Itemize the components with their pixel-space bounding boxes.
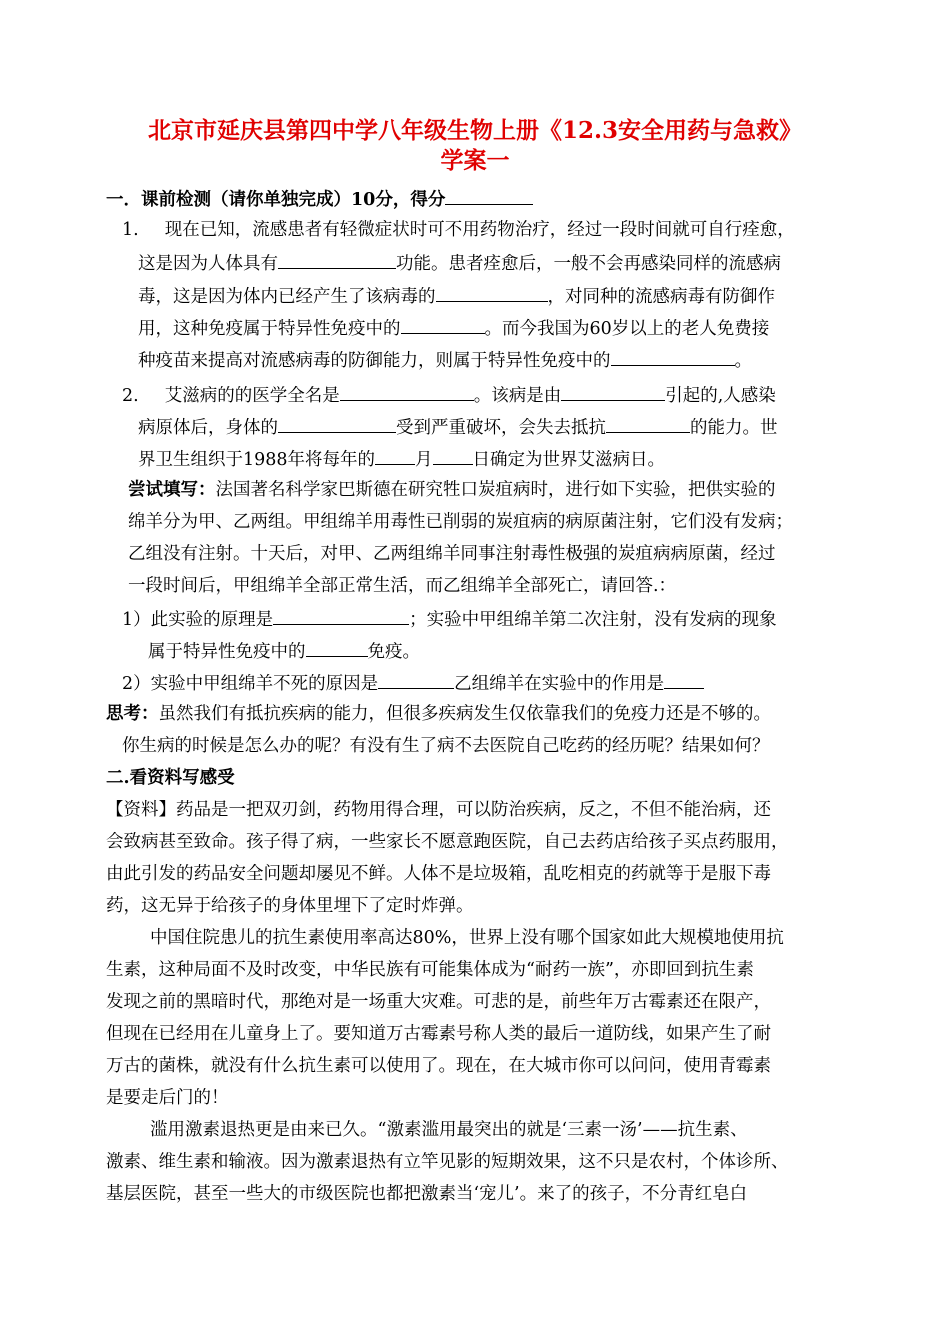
trial-line-3: 乙组没有注射。十天后，对甲、乙两组绵羊同事注射毒性极强的炭疽病病原菌，经过 bbox=[128, 544, 776, 564]
q2-number: 2. bbox=[122, 386, 139, 406]
q1-text-3a: 毒，这是因为体内已经产生了该病毒的 bbox=[138, 287, 436, 307]
q2-text-1b: 。该病是由 bbox=[473, 386, 562, 406]
trial-blank-immunity[interactable] bbox=[306, 638, 368, 657]
q1-blank-1[interactable] bbox=[278, 250, 396, 269]
material-p3-line-2: 激素、维生素和输液。因为激素退热有立竿见影的短期效果，这不只是农村，个体诊所、 bbox=[106, 1152, 789, 1172]
section-1-heading-text: 一．课前检测（请你单独完成）10分，得分 bbox=[106, 190, 446, 210]
material-p2-line-6: 是要走后门的！ bbox=[106, 1088, 229, 1108]
trial-blank-reason[interactable] bbox=[378, 670, 454, 689]
trial-label: 尝试填写： bbox=[128, 480, 216, 500]
q1-text-5a: 种疫苗来提高对流感病毒的防御能力，则属于特异性免疫中的 bbox=[138, 351, 611, 371]
think-line-2: 你生病的时候是怎么办的呢？有没有生了病不去医院自己吃药的经历呢？结果如何？ bbox=[122, 736, 770, 756]
trial-text-1: 法国著名科学家巴斯德在研究牲口炭疽病时，进行如下实验，把供实验的 bbox=[215, 480, 776, 500]
trial-sub-1-text-b: ；实验中甲组绵羊第二次注射，没有发病的现象 bbox=[409, 610, 777, 630]
q1-line-2 bbox=[138, 250, 781, 276]
document-title-line-1: 北京市延庆县第四中学八年级生物上册《12.3安全用药与急救》 bbox=[147, 117, 803, 144]
q2-line-1 bbox=[122, 382, 776, 408]
think-text-1: 虽然我们有抵抗疾病的能力，但很多疾病发生仅依靠我们的免疫力还是不够的。 bbox=[158, 704, 771, 724]
q1-number: 1. bbox=[122, 220, 139, 240]
material-p1-line-4: 药，这无异于给孩子的身体里埋下了定时炸弹。 bbox=[106, 896, 474, 916]
q1-text-1: 现在已知，流感患者有轻微症状时可不用药物治疗，经过一段时间就可自行痊愈， bbox=[164, 220, 795, 240]
material-p2-line-3: 发现之前的黑暗时代，那绝对是一场重大灾难。可悲的是，前些年万古霉素还在限产， bbox=[106, 992, 771, 1012]
q1-line-1 bbox=[122, 218, 795, 242]
section-2-heading: 二.看资料写感受 bbox=[106, 768, 235, 788]
q1-line-4 bbox=[138, 315, 769, 341]
q2-text-2a: 病原体后，身体的 bbox=[138, 418, 278, 438]
material-p1-line-3: 由此引发的药品安全问题却屡见不鲜。人体不是垃圾箱，乱吃相克的药就等于是服下毒 bbox=[106, 864, 771, 884]
q2-blank-1[interactable] bbox=[340, 382, 474, 401]
q1-text-4a: 用，这种免疫属于特异性免疫中的 bbox=[138, 319, 401, 339]
material-p2-line-5: 万古的菌株，就没有什么抗生素可以使用了。现在，在大城市你可以问问，使用青霉素 bbox=[106, 1056, 771, 1076]
trial-blank-principle[interactable] bbox=[273, 606, 409, 625]
trial-sub-2 bbox=[122, 670, 704, 696]
q2-blank-4[interactable] bbox=[606, 414, 690, 433]
trial-sub-1 bbox=[122, 606, 777, 632]
q2-text-3a: 界卫生组织于1988年将每年的 bbox=[138, 450, 376, 470]
document-title-line-2: 学案一 bbox=[440, 147, 510, 174]
trial-sub-1-text-a: 1）此实验的原理是 bbox=[122, 610, 274, 630]
q2-text-3b: 月 bbox=[415, 450, 433, 470]
trial-sub-2-text-b: 乙组绵羊在实验中的作用是 bbox=[454, 674, 665, 694]
trial-line-1 bbox=[128, 478, 776, 502]
trial-line-2: 绵羊分为甲、乙两组。甲组绵羊用毒性已削弱的炭疽病的病原菌注射，它们没有发病； bbox=[128, 512, 793, 532]
trial-line-4: 一段时间后，甲组绵羊全部正常生活，而乙组绵羊全部死亡，请回答.： bbox=[128, 576, 677, 596]
q2-blank-2[interactable] bbox=[561, 382, 665, 401]
q1-blank-2[interactable] bbox=[436, 283, 548, 302]
material-p2-line-1: 中国住院患儿的抗生素使用率高达80%，世界上没有哪个国家如此大规模地使用抗 bbox=[150, 928, 784, 948]
q2-line-3 bbox=[138, 446, 665, 472]
trial-sub-2-text-a: 2）实验中甲组绵羊不死的原因是 bbox=[122, 674, 379, 694]
q1-line-5 bbox=[138, 347, 752, 373]
q2-line-2 bbox=[138, 414, 778, 440]
q1-text-2a: 这是因为人体具有 bbox=[138, 254, 278, 274]
material-p2-line-4: 但现在已经用在儿童身上了。要知道万古霉素号称人类的最后一道防线，如果产生了耐 bbox=[106, 1024, 771, 1044]
q2-text-2c: 的能力。世 bbox=[690, 418, 778, 438]
material-p3-line-1: 滥用激素退热更是由来已久。“激素滥用最突出的就是‘三素一汤’——抗生素、 bbox=[150, 1120, 748, 1140]
material-p3-line-3: 基层医院，甚至一些大的市级医院也都把激素当‘宠儿’。来了的孩子，不分青红皂白 bbox=[106, 1184, 748, 1204]
q1-blank-4[interactable] bbox=[611, 347, 735, 366]
q2-blank-3[interactable] bbox=[278, 414, 396, 433]
score-blank[interactable] bbox=[445, 186, 533, 205]
material-p1-line-2: 会致病甚至致命。孩子得了病，一些家长不愿意跑医院，自己去药店给孩子买点药服用， bbox=[106, 832, 789, 852]
q1-text-5b: 。 bbox=[734, 351, 752, 371]
q1-text-4b: 。而今我国为60岁以上的老人免费接 bbox=[484, 319, 770, 339]
q2-blank-month[interactable] bbox=[375, 446, 415, 465]
think-line-1 bbox=[106, 702, 771, 726]
trial-sub-1-text-d: 免疫。 bbox=[367, 642, 420, 662]
q2-text-1a: 艾滋病的的医学全名是 bbox=[164, 386, 340, 406]
q1-text-2b: 功能。患者痊愈后，一般不会再感染同样的流感病 bbox=[396, 254, 781, 274]
trial-sub-1-text-c: 属于特异性免疫中的 bbox=[148, 642, 306, 662]
think-label: 思考： bbox=[106, 704, 159, 724]
trial-blank-role[interactable] bbox=[664, 670, 704, 689]
material-p2-line-2: 生素，这种局面不及时改变，中华民族有可能集体成为“耐药一族”，亦即回到抗生素 bbox=[106, 960, 754, 980]
q2-text-3c: 日确定为世界艾滋病日。 bbox=[472, 450, 666, 470]
q1-line-3 bbox=[138, 283, 775, 309]
section-1-heading bbox=[106, 186, 533, 212]
q2-text-1c: 引起的,人感染 bbox=[665, 386, 776, 406]
material-p1-line-1: 【资料】药品是一把双刃剑，药物用得合理，可以防治疾病，反之，不但不能治病，还 bbox=[106, 800, 771, 820]
trial-sub-1-cont bbox=[148, 638, 420, 664]
q2-blank-day[interactable] bbox=[433, 446, 473, 465]
q2-text-2b: 受到严重破坏，会失去抵抗 bbox=[396, 418, 606, 438]
q1-blank-3[interactable] bbox=[401, 315, 485, 334]
q1-text-3b: ，对同种的流感病毒有防御作 bbox=[547, 287, 775, 307]
